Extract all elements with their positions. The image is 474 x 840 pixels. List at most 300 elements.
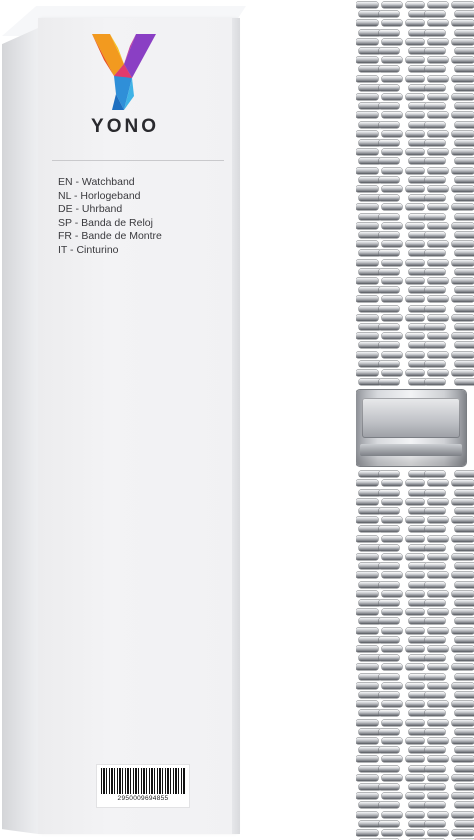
strap-link [455,287,474,293]
strap-link [406,756,424,762]
strap-link [452,296,474,302]
strap-link [379,48,399,54]
strap-link [425,600,445,606]
strap-link [455,85,474,91]
strap-link [382,76,402,82]
strap-link [428,39,448,45]
strap-link [425,471,445,477]
strap-link [406,609,424,615]
strap-link [455,802,474,808]
strap-link-row [356,720,474,726]
strap-link-row [356,683,474,689]
strap-link [452,646,474,652]
strap-link [379,784,399,790]
strap-link [455,710,474,716]
strap-link [356,609,378,615]
strap-link [455,729,474,735]
strap-link [406,664,424,670]
strap-link [359,618,381,624]
strap-link [452,830,474,836]
strap-link [406,480,424,486]
strap-link [359,637,381,643]
strap-link [428,812,448,818]
strap-link [425,48,445,54]
strap-link [379,526,399,532]
strap-link [379,618,399,624]
strap-link [452,2,474,8]
strap-link [406,572,424,578]
strap-link [406,168,424,174]
strap-link [428,204,448,210]
strap-link-row [356,39,474,45]
strap-link [455,11,474,17]
strap-link [406,536,424,542]
strap-link [425,287,445,293]
strap-link [425,637,445,643]
strap-link [452,352,474,358]
strap-link [425,11,445,17]
strap-link [452,591,474,597]
strap-link [455,637,474,643]
strap-link [428,186,448,192]
strap-link [452,57,474,63]
strap-link-row [356,830,474,836]
strap-link [379,11,399,17]
strap-link [359,526,381,532]
strap-link-row [356,361,474,367]
strap-link-row [356,94,474,100]
strap-link [382,720,402,726]
strap-link [382,278,402,284]
strap-link [455,600,474,606]
strap-link [425,85,445,91]
strap-link-row [356,775,474,781]
strap-link [455,306,474,312]
strap-link-row [356,11,474,17]
strap-link [356,738,378,744]
strap-link [379,563,399,569]
strap-link [452,793,474,799]
strap-link [382,536,402,542]
strap-link [452,517,474,523]
strap-link [425,766,445,772]
strap-link [356,812,378,818]
strap-link [356,756,378,762]
strap-link [382,591,402,597]
strap-link-row [356,563,474,569]
strap-link [379,140,399,146]
strap-link [455,508,474,514]
strap-link-row [356,306,474,312]
strap-link [356,793,378,799]
strap-link [379,287,399,293]
strap-link [425,379,445,385]
strap-link [359,122,381,128]
strap-link [406,554,424,560]
strap-link [455,30,474,36]
strap-link [379,85,399,91]
strap-link [428,720,448,726]
strap-link-row [356,260,474,266]
strap-link [379,766,399,772]
strap-link [382,738,402,744]
strap-link [359,784,381,790]
strap-link [428,131,448,137]
language-item-sp: SP - Banda de Reloj [58,216,153,229]
strap-link [452,260,474,266]
strap-link [359,214,381,220]
strap-link [356,241,378,247]
strap-link-row [356,618,474,624]
strap-link [382,94,402,100]
strap-link-row [356,499,474,505]
strap-link [425,655,445,661]
strap-link [382,701,402,707]
strap-link [406,112,424,118]
strap-link [382,241,402,247]
strap-link [379,710,399,716]
strap-link [379,637,399,643]
strap-link [428,683,448,689]
strap-link [428,830,448,836]
strap-link [406,76,424,82]
strap-link [425,140,445,146]
strap-link-row [356,214,474,220]
strap-link [428,756,448,762]
strap-link [406,278,424,284]
strap-link [359,379,381,385]
strap-link [382,812,402,818]
strap-link [382,2,402,8]
strap-link-row [356,57,474,63]
strap-link [406,352,424,358]
strap-link [406,315,424,321]
strap-link [379,306,399,312]
strap-link [356,223,378,229]
strap-link [356,701,378,707]
strap-link [428,20,448,26]
strap-link [428,57,448,63]
strap-link [428,480,448,486]
strap-link-row [356,278,474,284]
strap-link [428,628,448,634]
strap-link-row [356,747,474,753]
strap-link [356,76,378,82]
strap-link [382,683,402,689]
strap-link [455,195,474,201]
strap-link-row [356,554,474,560]
strap-link [452,20,474,26]
strap-link [382,57,402,63]
strap-link [455,766,474,772]
strap-link-row [356,177,474,183]
strap-link [359,563,381,569]
strap-link [428,738,448,744]
strap-link [356,278,378,284]
strap-link [356,370,378,376]
box-front-face [38,18,236,834]
strap-link [406,775,424,781]
strap-link [359,508,381,514]
strap-link [382,646,402,652]
strap-link [425,784,445,790]
strap-link-row [356,20,474,26]
strap-link-row [356,287,474,293]
strap-link [382,204,402,210]
language-item-it: IT - Cinturino [58,243,119,256]
strap-link [406,591,424,597]
strap-link-row [356,729,474,735]
strap-link [359,490,381,496]
strap-link [356,830,378,836]
strap-link [406,2,424,8]
strap-link [425,821,445,827]
strap-link-row [356,66,474,72]
strap-link [406,149,424,155]
strap-link-row [356,296,474,302]
strap-link [428,646,448,652]
strap-link [382,370,402,376]
strap-link [455,747,474,753]
strap-link [356,149,378,155]
strap-link [455,48,474,54]
strap-link [406,94,424,100]
strap-link [382,223,402,229]
box-side-face [2,28,38,834]
strap-link [379,582,399,588]
strap-link [382,572,402,578]
strap-link [455,471,474,477]
strap-link [406,683,424,689]
strap-link [359,674,381,680]
strap-link [382,149,402,155]
strap-link [359,692,381,698]
brand-name: YONO [91,116,159,137]
strap-link [359,140,381,146]
strap-link [356,186,378,192]
strap-link [382,186,402,192]
strap-link [452,480,474,486]
strap-link [379,66,399,72]
language-item-fr: FR - Bande de Montre [58,230,162,243]
barcode-label [96,764,190,808]
strap-link [359,158,381,164]
strap-link-row [356,628,474,634]
strap-link [406,186,424,192]
strap-link [452,812,474,818]
language-item-de: DE - Uhrband [58,203,123,216]
strap-link [379,490,399,496]
strap-link [379,600,399,606]
strap-link [452,168,474,174]
strap-link [356,480,378,486]
strap-link [455,784,474,790]
strap-link-row [356,545,474,551]
strap-clasp [356,390,466,466]
strap-link [425,563,445,569]
strap-link [356,628,378,634]
strap-link [452,664,474,670]
strap-link [406,738,424,744]
strap-link [452,241,474,247]
strap-link [382,775,402,781]
strap-link [428,793,448,799]
language-item-en: EN - Watchband [58,176,135,188]
strap-link [425,342,445,348]
strap-link [406,20,424,26]
strap-link [455,342,474,348]
strap-link [382,39,402,45]
strap-link [356,168,378,174]
strap-link [425,103,445,109]
strap-link [356,683,378,689]
strap-link-row [356,324,474,330]
strap-link [425,214,445,220]
strap-link-row [356,536,474,542]
strap-link-row [356,195,474,201]
strap-link [356,499,378,505]
strap-link-row [356,738,474,744]
strap-link [382,664,402,670]
strap-link [406,39,424,45]
strap-link [359,821,381,827]
strap-link [425,232,445,238]
strap-link [356,554,378,560]
strap-link [455,122,474,128]
strap-link [379,177,399,183]
strap-link [428,315,448,321]
strap-link [382,609,402,615]
strap-link-row [356,186,474,192]
strap-link [356,646,378,652]
strap-link [356,112,378,118]
strap-link [425,324,445,330]
strap-link [455,545,474,551]
strap-link [452,683,474,689]
strap-link [359,655,381,661]
strap-link [452,76,474,82]
strap-link [428,296,448,302]
strap-link [455,361,474,367]
strap-link [452,112,474,118]
strap-link-row [356,674,474,680]
strap-link [452,370,474,376]
strap-link-row [356,149,474,155]
barcode-number: 2950009694855 [117,795,169,802]
strap-link-row [356,802,474,808]
strap-link [425,674,445,680]
strap-link [406,131,424,137]
strap-link [359,30,381,36]
strap-link-row [356,582,474,588]
barcode-icon [101,768,185,794]
strap-link-row [356,30,474,36]
strap-link-row [356,609,474,615]
strap-link [356,57,378,63]
strap-link-row [356,517,474,523]
strap-link [379,508,399,514]
strap-link [425,177,445,183]
strap-link [356,39,378,45]
strap-link [359,177,381,183]
strap-link [406,57,424,63]
box-divider [52,160,224,161]
strap-link [455,490,474,496]
strap-link-row [356,480,474,486]
strap-link [455,821,474,827]
strap-link [379,471,399,477]
strap-link [425,122,445,128]
strap-link [452,775,474,781]
strap-link [425,710,445,716]
strap-link [455,140,474,146]
steel-watch-strap [356,0,474,840]
strap-link [382,315,402,321]
strap-link [359,342,381,348]
strap-link [452,536,474,542]
strap-link [359,250,381,256]
strap-link [455,232,474,238]
strap-link [382,628,402,634]
strap-link [428,664,448,670]
strap-link [359,287,381,293]
strap-link [452,701,474,707]
strap-link-row [356,710,474,716]
strap-link [428,94,448,100]
strap-link-row [356,471,474,477]
strap-link [452,756,474,762]
strap-link [455,674,474,680]
strap-link [382,517,402,523]
strap-link-row [356,572,474,578]
strap-link-row [356,821,474,827]
strap-link [356,591,378,597]
strap-link [452,554,474,560]
strap-link [382,112,402,118]
strap-link-row [356,241,474,247]
strap-link [452,204,474,210]
language-list [58,176,162,258]
strap-link [379,195,399,201]
strap-link [452,628,474,634]
strap-link-row [356,646,474,652]
strap-link [359,545,381,551]
strap-link [428,499,448,505]
strap-link [382,499,402,505]
strap-link [379,103,399,109]
strap-link-row [356,793,474,799]
strap-link-row [356,664,474,670]
strap-link [425,269,445,275]
strap-link [359,600,381,606]
strap-link [379,379,399,385]
strap-link [425,802,445,808]
strap-link [428,112,448,118]
strap-link [382,20,402,26]
strap-link [379,747,399,753]
strap-link-row [356,784,474,790]
strap-link [428,2,448,8]
strap-link [428,572,448,578]
strap-link [382,168,402,174]
strap-link-row [356,122,474,128]
strap-link [455,66,474,72]
strap-link-row [356,692,474,698]
strap-link [382,830,402,836]
strap-link [379,250,399,256]
strap-link [356,572,378,578]
strap-link [406,241,424,247]
